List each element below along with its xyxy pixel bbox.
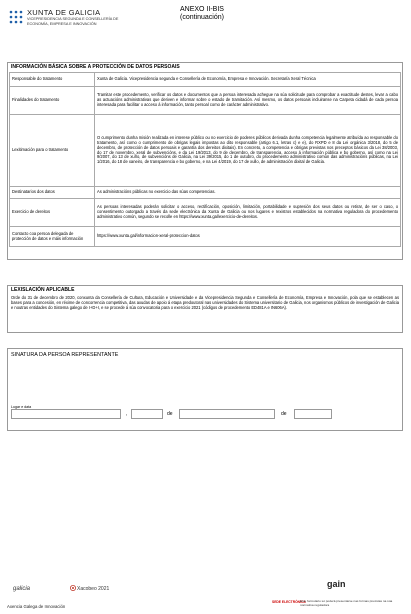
table-row	[10, 115, 401, 187]
row-value: As administracións públicas no exercicio das súas competencias.	[95, 187, 401, 199]
electronic-office-stamp: SEDE ELECTRÓNICA	[272, 600, 306, 604]
place-field[interactable]	[11, 409, 121, 419]
xacobeo-icon	[70, 585, 76, 591]
gdpr-table	[9, 72, 401, 247]
gain-logo: gain	[327, 579, 346, 589]
table-row	[10, 227, 401, 247]
row-value: As persoas interesadas poderán solicitar o acceso, rectificación, oposición, limitación, portabilidade e supresión dos seus datos ou retirar, de ser o caso, o consentimento outorgado a través da sede electrónica da Xunta de Galicia ou nos lugares e rexistros establecidos na normativa reguladora do procedemento administrativo común, segundo se recolle en https://www.xunta.gal/exercicio-de-dereitos.	[95, 199, 401, 227]
xacobeo-logo: Xacobeo 2021	[77, 586, 110, 592]
annex-title: ANEXO II-BIS	[180, 6, 224, 13]
org-name: XUNTA DE GALICIA	[27, 8, 101, 17]
table-row	[10, 199, 401, 227]
row-value: Tramitar este procedemento, verificar os datos e documentos que a persoa interesada achegue na súa solicitude para comprobar a exactitude destes, levar a cabo as actuacións administrativas que deriven e informar sobre o estado de tramitación. Así mesmo, os datos persoais incluiranse na Carpeta cidadá de cada persoa interesada para facilitar o acceso á información, tanto persoal como de carácter administrativo.	[95, 87, 401, 115]
row-key: Destinatarios dos datos	[10, 187, 95, 199]
de-separator-2: de	[281, 411, 287, 417]
footer-note: Este formulario só poderá presentarse nas formas previstas na súa normativa reguladora	[300, 599, 393, 607]
table-row	[10, 87, 401, 115]
comma-separator: ,	[126, 411, 128, 417]
galicia-logo: galicia	[13, 586, 31, 592]
row-value: O cumprimento dunha misión realizada en interese público ou no exercicio de poderes públicos derivada dunha competencia legalmente atribuída ao responsable do tratamento, así como o cumprimento de obrigas legais impostas ao dito responsable (artigo 6.1, letras c) e e), do RXPD e 8 da Lei orgánica 3/2018, do 5 de decembro, de protección de datos persoais e garantía dos dereitos dixitais). En concreto, a competencia e obrigas previstas nos preceptos básicos da Lei 38/2003, do 17 de novembro, xeral de subvencións, e da Lei 19/2013, do 9 de decembro, de transparencia, acceso á información pública e bo goberno, así como na Lei 9/2007, do 13 de xuño, de subvencións de Galicia, na Lei 39/2015, do 1 de outubro, do procedemento administrativo común das administracións públicas, na Lei 1/2016, do 18 de xaneiro, de transparencia e bo goberno, e na Lei 4/2019, do 17 de xullo, de administración dixital de Galicia.	[95, 115, 401, 187]
place-date-label: Lugar e data	[11, 405, 32, 409]
row-value: Xunta de Galicia. Vicepresidencia segunda e Consellería de Economía, Empresa e Innovación. Secretaría Xeral Técnica	[95, 73, 401, 87]
row-key: Contacto coa persoa delegada de protección de datos e máis información	[10, 227, 95, 247]
day-field[interactable]	[131, 409, 163, 419]
row-key: Exercicio de dereitos	[10, 199, 95, 227]
annex-continuation: (continuación)	[180, 14, 224, 21]
legislation-text: Orde do 31 de decembro de 2020, conxunta da Consellería de Cultura, Educación e Universidade e da Vicepresidencia Segunda e Consellería de Economía, Empresa e Innovación, pola que se establecen as bases para a concesión, en réxime de concorrencia competitiva, das axudas de apoio á etapa predoutoral nas universidades do Sistema universitario de Galicia, nos organismos públicos de investigación de Galicia e noutras entidades do Sistema galego de I+D+I, e se procede á súa convocatoria para o exercicio 2021 (códigos de procedemento ED481A e IN606A).	[11, 295, 399, 310]
de-separator-1: de	[167, 411, 173, 417]
row-key: Finalidades do tratamento	[10, 87, 95, 115]
row-key: Lexitimación para o tratamento	[10, 115, 95, 187]
table-row	[10, 187, 401, 199]
table-row	[10, 73, 401, 87]
legislation-title: LEXISLACIÓN APLICABLE	[11, 287, 75, 293]
xunta-logo-icon	[8, 9, 24, 25]
annex-heading	[180, 6, 224, 22]
row-key: Responsable do tratamento	[10, 73, 95, 87]
signature-title: SINATURA DA PERSOA REPRESENTANTE	[11, 352, 119, 358]
agency-name: Axencia Galega de Innovación	[7, 604, 66, 609]
year-field[interactable]	[294, 409, 332, 419]
org-subtitle: VICEPRESIDENCIA SEGUNDA E CONSELLERÍA DE ECONOMÍA, EMPRESA E INNOVACIÓN	[27, 17, 119, 26]
month-field[interactable]	[179, 409, 275, 419]
row-value[interactable]: https://www.xunta.gal/informacion-xeral-proteccion-datos	[95, 227, 401, 247]
gdpr-title: INFORMACIÓN BÁSICA SOBRE A PROTECCIÓN DE DATOS PERSOAIS	[11, 64, 180, 70]
